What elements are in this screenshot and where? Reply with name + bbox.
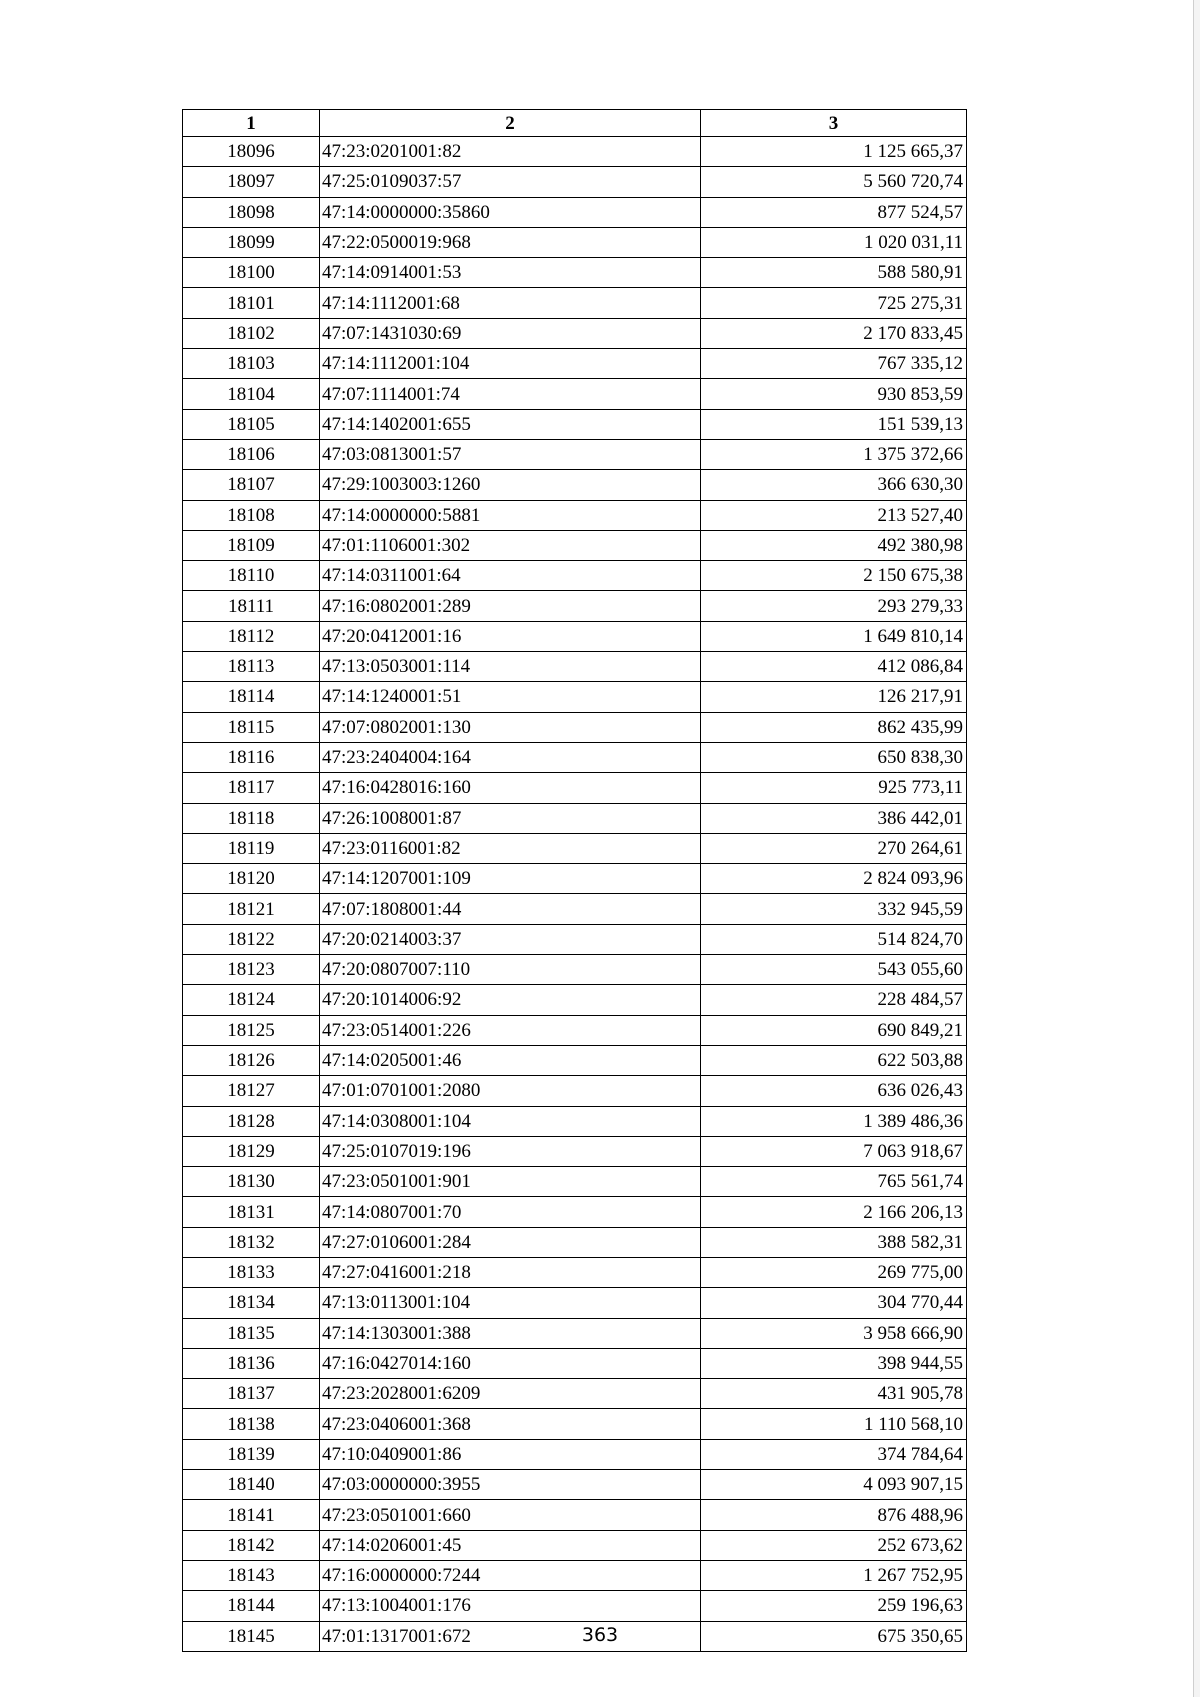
column-header-3: 3	[701, 110, 967, 137]
value-cell: 1 375 372,66	[701, 439, 967, 469]
table-row	[183, 1136, 967, 1166]
table-row	[183, 1409, 967, 1439]
cadastral-number-cell: 47:23:0514001:226	[320, 1015, 701, 1045]
table-row	[183, 288, 967, 318]
table-row	[183, 803, 967, 833]
table-row	[183, 1379, 967, 1409]
cadastral-number-cell: 47:14:0000000:5881	[320, 500, 701, 530]
value-cell: 1 389 486,36	[701, 1106, 967, 1136]
value-cell: 725 275,31	[701, 288, 967, 318]
row-number-cell: 18101	[183, 288, 320, 318]
page-number: 363	[581, 1624, 619, 1646]
cadastral-number-cell: 47:25:0107019:196	[320, 1136, 701, 1166]
row-number-cell: 18098	[183, 197, 320, 227]
row-number-cell: 18102	[183, 318, 320, 348]
table-row	[183, 439, 967, 469]
table-row	[183, 1197, 967, 1227]
value-cell: 2 150 675,38	[701, 561, 967, 591]
row-number-cell: 18100	[183, 258, 320, 288]
value-cell: 1 267 752,95	[701, 1560, 967, 1590]
table-row	[183, 1167, 967, 1197]
table-row	[183, 349, 967, 379]
row-number-cell: 18109	[183, 530, 320, 560]
value-cell: 876 488,96	[701, 1500, 967, 1530]
row-number-cell: 18123	[183, 955, 320, 985]
table-row	[183, 1530, 967, 1560]
value-cell: 1 649 810,14	[701, 621, 967, 651]
cadastral-number-cell: 47:13:1004001:176	[320, 1591, 701, 1621]
value-cell: 412 086,84	[701, 652, 967, 682]
cadastral-number-cell: 47:14:0914001:53	[320, 258, 701, 288]
table-row	[183, 167, 967, 197]
row-number-cell: 18122	[183, 924, 320, 954]
row-number-cell: 18126	[183, 1045, 320, 1075]
value-cell: 2 170 833,45	[701, 318, 967, 348]
cadastral-number-cell: 47:20:0412001:16	[320, 621, 701, 651]
cadastral-number-cell: 47:23:0501001:901	[320, 1167, 701, 1197]
cadastral-number-cell: 47:23:2404004:164	[320, 742, 701, 772]
table-row	[183, 500, 967, 530]
value-cell: 398 944,55	[701, 1348, 967, 1378]
value-cell: 332 945,59	[701, 894, 967, 924]
column-header-2: 2	[320, 110, 701, 137]
value-cell: 366 630,30	[701, 470, 967, 500]
row-number-cell: 18130	[183, 1167, 320, 1197]
value-cell: 270 264,61	[701, 833, 967, 863]
table-row	[183, 137, 967, 167]
row-number-cell: 18144	[183, 1591, 320, 1621]
data-table	[182, 109, 967, 1652]
cadastral-number-cell: 47:23:0116001:82	[320, 833, 701, 863]
value-cell: 151 539,13	[701, 409, 967, 439]
value-cell: 1 125 665,37	[701, 137, 967, 167]
table-header	[183, 110, 967, 137]
row-number-cell: 18138	[183, 1409, 320, 1439]
cadastral-number-cell: 47:23:0501001:660	[320, 1500, 701, 1530]
cadastral-number-cell: 47:16:0427014:160	[320, 1348, 701, 1378]
cadastral-number-cell: 47:13:0113001:104	[320, 1288, 701, 1318]
row-number-cell: 18127	[183, 1076, 320, 1106]
row-number-cell: 18133	[183, 1257, 320, 1287]
row-number-cell: 18121	[183, 894, 320, 924]
cadastral-number-cell: 47:03:0000000:3955	[320, 1470, 701, 1500]
cadastral-number-cell: 47:20:0807007:110	[320, 955, 701, 985]
row-number-cell: 18114	[183, 682, 320, 712]
table-row	[183, 1318, 967, 1348]
table-row	[183, 682, 967, 712]
table-body	[183, 137, 967, 1652]
cadastral-number-cell: 47:14:1240001:51	[320, 682, 701, 712]
value-cell: 3 958 666,90	[701, 1318, 967, 1348]
cadastral-number-cell: 47:14:1303001:388	[320, 1318, 701, 1348]
table-row	[183, 530, 967, 560]
row-number-cell: 18124	[183, 985, 320, 1015]
row-number-cell: 18116	[183, 742, 320, 772]
row-number-cell: 18137	[183, 1379, 320, 1409]
cadastral-number-cell: 47:20:0214003:37	[320, 924, 701, 954]
table-row	[183, 409, 967, 439]
cadastral-number-cell: 47:01:1106001:302	[320, 530, 701, 560]
cadastral-number-cell: 47:14:0308001:104	[320, 1106, 701, 1136]
row-number-cell: 18115	[183, 712, 320, 742]
value-cell: 765 561,74	[701, 1167, 967, 1197]
row-number-cell: 18139	[183, 1439, 320, 1469]
cadastral-number-cell: 47:14:1112001:104	[320, 349, 701, 379]
table-row	[183, 1500, 967, 1530]
cadastral-number-cell: 47:23:0201001:82	[320, 137, 701, 167]
row-number-cell: 18132	[183, 1227, 320, 1257]
table-row	[183, 894, 967, 924]
table-row	[183, 1439, 967, 1469]
value-cell: 2 166 206,13	[701, 1197, 967, 1227]
row-number-cell: 18119	[183, 833, 320, 863]
row-number-cell: 18111	[183, 591, 320, 621]
row-number-cell: 18143	[183, 1560, 320, 1590]
row-number-cell: 18103	[183, 349, 320, 379]
cadastral-number-cell: 47:29:1003003:1260	[320, 470, 701, 500]
table-row	[183, 1560, 967, 1590]
value-cell: 690 849,21	[701, 1015, 967, 1045]
value-cell: 4 093 907,15	[701, 1470, 967, 1500]
cadastral-number-cell: 47:27:0106001:284	[320, 1227, 701, 1257]
cadastral-number-cell: 47:23:0406001:368	[320, 1409, 701, 1439]
cadastral-number-cell: 47:14:0206001:45	[320, 1530, 701, 1560]
value-cell: 126 217,91	[701, 682, 967, 712]
row-number-cell: 18110	[183, 561, 320, 591]
table-row	[183, 197, 967, 227]
value-cell: 304 770,44	[701, 1288, 967, 1318]
table-row	[183, 1015, 967, 1045]
table-row	[183, 258, 967, 288]
cadastral-number-cell: 47:10:0409001:86	[320, 1439, 701, 1469]
cadastral-number-cell: 47:27:0416001:218	[320, 1257, 701, 1287]
table-row	[183, 1288, 967, 1318]
value-cell: 228 484,57	[701, 985, 967, 1015]
row-number-cell: 18106	[183, 439, 320, 469]
table-row	[183, 742, 967, 772]
value-cell: 213 527,40	[701, 500, 967, 530]
table-row	[183, 652, 967, 682]
row-number-cell: 18141	[183, 1500, 320, 1530]
cadastral-number-cell: 47:25:0109037:57	[320, 167, 701, 197]
cadastral-number-cell: 47:14:1402001:655	[320, 409, 701, 439]
row-number-cell: 18135	[183, 1318, 320, 1348]
value-cell: 1 110 568,10	[701, 1409, 967, 1439]
table-row	[183, 955, 967, 985]
cadastral-number-cell: 47:14:0205001:46	[320, 1045, 701, 1075]
row-number-cell: 18134	[183, 1288, 320, 1318]
table-row	[183, 470, 967, 500]
cadastral-number-cell: 47:16:0428016:160	[320, 773, 701, 803]
value-cell: 767 335,12	[701, 349, 967, 379]
row-number-cell: 18128	[183, 1106, 320, 1136]
table-row	[183, 1106, 967, 1136]
table-row	[183, 591, 967, 621]
cadastral-number-cell: 47:03:0813001:57	[320, 439, 701, 469]
cadastral-number-cell: 47:07:1808001:44	[320, 894, 701, 924]
value-cell: 514 824,70	[701, 924, 967, 954]
cadastral-number-cell: 47:16:0000000:7244	[320, 1560, 701, 1590]
row-number-cell: 18108	[183, 500, 320, 530]
row-number-cell: 18104	[183, 379, 320, 409]
value-cell: 1 020 031,11	[701, 227, 967, 257]
value-cell: 2 824 093,96	[701, 864, 967, 894]
value-cell: 431 905,78	[701, 1379, 967, 1409]
cadastral-number-cell: 47:14:1112001:68	[320, 288, 701, 318]
table-row	[183, 985, 967, 1015]
table-row	[183, 773, 967, 803]
row-number-cell: 18120	[183, 864, 320, 894]
row-number-cell: 18099	[183, 227, 320, 257]
value-cell: 5 560 720,74	[701, 167, 967, 197]
cadastral-number-cell: 47:23:2028001:6209	[320, 1379, 701, 1409]
row-number-cell: 18140	[183, 1470, 320, 1500]
value-cell: 252 673,62	[701, 1530, 967, 1560]
row-number-cell: 18131	[183, 1197, 320, 1227]
value-cell: 259 196,63	[701, 1591, 967, 1621]
value-cell: 650 838,30	[701, 742, 967, 772]
table-row	[183, 1045, 967, 1075]
row-number-cell: 18117	[183, 773, 320, 803]
table-row	[183, 712, 967, 742]
row-number-cell: 18145	[183, 1621, 320, 1651]
cadastral-number-cell: 47:01:1317001:672	[320, 1621, 701, 1651]
value-cell: 388 582,31	[701, 1227, 967, 1257]
table-row	[183, 1227, 967, 1257]
value-cell: 386 442,01	[701, 803, 967, 833]
row-number-cell: 18096	[183, 137, 320, 167]
table-row	[183, 924, 967, 954]
column-header-1: 1	[183, 110, 320, 137]
table-row	[183, 318, 967, 348]
cadastral-number-cell: 47:13:0503001:114	[320, 652, 701, 682]
cadastral-number-cell: 47:14:0311001:64	[320, 561, 701, 591]
cadastral-number-cell: 47:20:1014006:92	[320, 985, 701, 1015]
row-number-cell: 18107	[183, 470, 320, 500]
row-number-cell: 18097	[183, 167, 320, 197]
row-number-cell: 18125	[183, 1015, 320, 1045]
cadastral-number-cell: 47:14:1207001:109	[320, 864, 701, 894]
table-row	[183, 1591, 967, 1621]
cadastral-number-cell: 47:07:0802001:130	[320, 712, 701, 742]
value-cell: 930 853,59	[701, 379, 967, 409]
value-cell: 877 524,57	[701, 197, 967, 227]
row-number-cell: 18129	[183, 1136, 320, 1166]
cadastral-number-cell: 47:26:1008001:87	[320, 803, 701, 833]
value-cell: 374 784,64	[701, 1439, 967, 1469]
value-cell: 492 380,98	[701, 530, 967, 560]
row-number-cell: 18118	[183, 803, 320, 833]
cadastral-number-cell: 47:16:0802001:289	[320, 591, 701, 621]
value-cell: 7 063 918,67	[701, 1136, 967, 1166]
table-row	[183, 621, 967, 651]
cadastral-number-cell: 47:22:0500019:968	[320, 227, 701, 257]
cadastral-number-cell: 47:07:1114001:74	[320, 379, 701, 409]
value-cell: 925 773,11	[701, 773, 967, 803]
table-row	[183, 833, 967, 863]
table-row	[183, 1470, 967, 1500]
table-row	[183, 379, 967, 409]
row-number-cell: 18136	[183, 1348, 320, 1378]
value-cell: 622 503,88	[701, 1045, 967, 1075]
page-edge	[1193, 0, 1200, 1697]
cadastral-number-cell: 47:14:0807001:70	[320, 1197, 701, 1227]
table-row	[183, 864, 967, 894]
cadastral-number-cell: 47:14:0000000:35860	[320, 197, 701, 227]
header-row	[183, 110, 967, 137]
row-number-cell: 18112	[183, 621, 320, 651]
table-row	[183, 1076, 967, 1106]
value-cell: 636 026,43	[701, 1076, 967, 1106]
row-number-cell: 18113	[183, 652, 320, 682]
cadastral-number-cell: 47:07:1431030:69	[320, 318, 701, 348]
cadastral-number-cell: 47:01:0701001:2080	[320, 1076, 701, 1106]
value-cell: 588 580,91	[701, 258, 967, 288]
value-cell: 862 435,99	[701, 712, 967, 742]
row-number-cell: 18105	[183, 409, 320, 439]
table-row	[183, 1348, 967, 1378]
value-cell: 543 055,60	[701, 955, 967, 985]
value-cell: 293 279,33	[701, 591, 967, 621]
row-number-cell: 18142	[183, 1530, 320, 1560]
table-row	[183, 561, 967, 591]
table-row	[183, 1257, 967, 1287]
table-row	[183, 227, 967, 257]
value-cell: 269 775,00	[701, 1257, 967, 1287]
value-cell: 675 350,65	[701, 1621, 967, 1651]
